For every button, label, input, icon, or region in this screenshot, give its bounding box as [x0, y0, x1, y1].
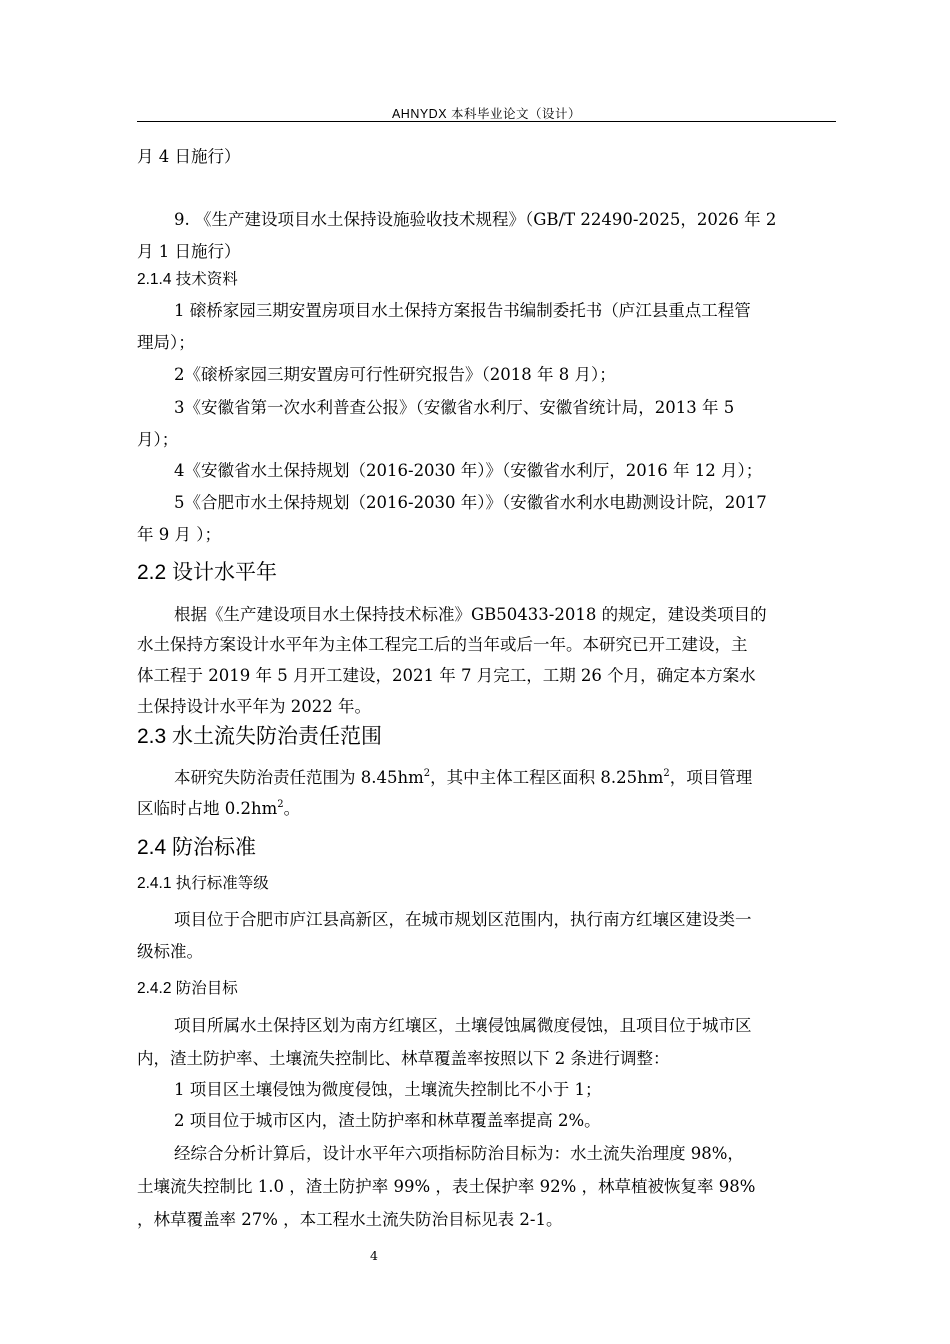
- paragraph-line: 体工程于 2019 年 5 月开工建设，2021 年 7 月完工，工期 26 个月，确定本方案水: [137, 666, 756, 685]
- paragraph-line: 经综合分析计算后，设计水平年六项指标防治目标为：水土流失治理度 98%，: [174, 1144, 744, 1163]
- paragraph-line: 根据《生产建设项目水土保持技术标准》GB50433-2018 的规定，建设类项目的: [174, 605, 767, 624]
- paragraph-line: 内，渣土防护率、土壤流失控制比、林草覆盖率按照以下 2 条进行调整：: [137, 1049, 670, 1068]
- paragraph-line: 项目所属水土保持区划为南方红壤区，土壤侵蚀属微度侵蚀，且项目位于城市区: [174, 1016, 752, 1035]
- paragraph-line: 土壤流失控制比 1.0 ，渣土防护率 99% ，表土保护率 92% ，林草植被恢复率 98%: [137, 1177, 756, 1196]
- paragraph-line: 级标准。: [137, 942, 203, 961]
- section-heading-2-4-2: 2.4.2 防治目标: [137, 980, 238, 997]
- text-line: 月 4 日施行）: [137, 147, 241, 166]
- superscript: 2: [277, 799, 284, 810]
- paragraph-line: 土保持设计水平年为 2022 年。: [137, 697, 371, 716]
- paragraph-line: [137, 795, 836, 819]
- paragraph-line: ，林草覆盖率 27% ，本工程水土流失防治目标见表 2-1。: [137, 1210, 563, 1229]
- section-heading-2-4-1: 2.4.1 执行标准等级: [137, 875, 269, 892]
- reference-item: 2《磙桥家园三期安置房可行性研究报告》（2018 年 8 月）；: [174, 365, 616, 384]
- reference-item: 4《安徽省水土保持规划（2016-2030 年）》（安徽省水利厅，2016 年 12 月）；: [174, 461, 763, 480]
- section-heading-2-4: 2.4 防治标准: [137, 836, 257, 859]
- paragraph-line: 项目位于合肥市庐江县高新区，在城市规划区范围内，执行南方红壤区建设类一: [174, 910, 752, 929]
- text-line: 月 1 日施行）: [137, 242, 241, 261]
- reference-item: 1 磙桥家园三期安置房项目水土保持方案报告书编制委托书（庐江县重点工程管: [174, 301, 751, 320]
- area-text: ，其中主体工程区面积 8.25hm: [430, 768, 664, 787]
- header-rule: [137, 121, 836, 122]
- area-text: 。: [283, 799, 301, 818]
- text-line: 月）；: [137, 430, 179, 449]
- section-heading-2-3: 2.3 水土流失防治责任范围: [137, 725, 383, 748]
- paragraph-line: 水土保持方案设计水平年为主体工程完工后的当年或后一年。本研究已开工建设，主: [137, 635, 748, 654]
- paragraph-line: [174, 764, 836, 788]
- area-text: 本研究失防治责任范围为 8.45hm: [174, 768, 424, 787]
- page-number: 4: [370, 1248, 378, 1263]
- section-heading-2-2: 2.2 设计水平年: [137, 561, 278, 584]
- list-item: 2 项目位于城市区内，渣土防护率和林草覆盖率提高 2%。: [174, 1111, 601, 1130]
- text-line: 年 9 月 ）；: [137, 525, 221, 544]
- list-item: 1 项目区土壤侵蚀为微度侵蚀，土壤流失控制比不小于 1；: [174, 1080, 602, 1099]
- running-header: AHNYDX 本科毕业论文（设计）: [391, 107, 582, 121]
- reference-item: 5《合肥市水土保持规划（2016-2030 年）》（安徽省水利水电勘测设计院，2017: [174, 493, 767, 512]
- reference-item: 3《安徽省第一次水利普查公报》（安徽省水利厅、安徽省统计局，2013 年 5: [174, 398, 735, 417]
- text-line: 理局）；: [137, 333, 195, 352]
- area-text: ，项目管理: [669, 768, 753, 787]
- section-heading-2-1-4: 2.1.4 技术资料: [137, 271, 238, 288]
- superscript: 2: [663, 768, 670, 779]
- area-text: 区临时占地 0.2hm: [137, 799, 278, 818]
- superscript: 2: [423, 768, 431, 779]
- reference-item: 9. 《生产建设项目水土保持设施验收技术规程》（GB/T 22490-2025，2026 年 2: [174, 210, 777, 229]
